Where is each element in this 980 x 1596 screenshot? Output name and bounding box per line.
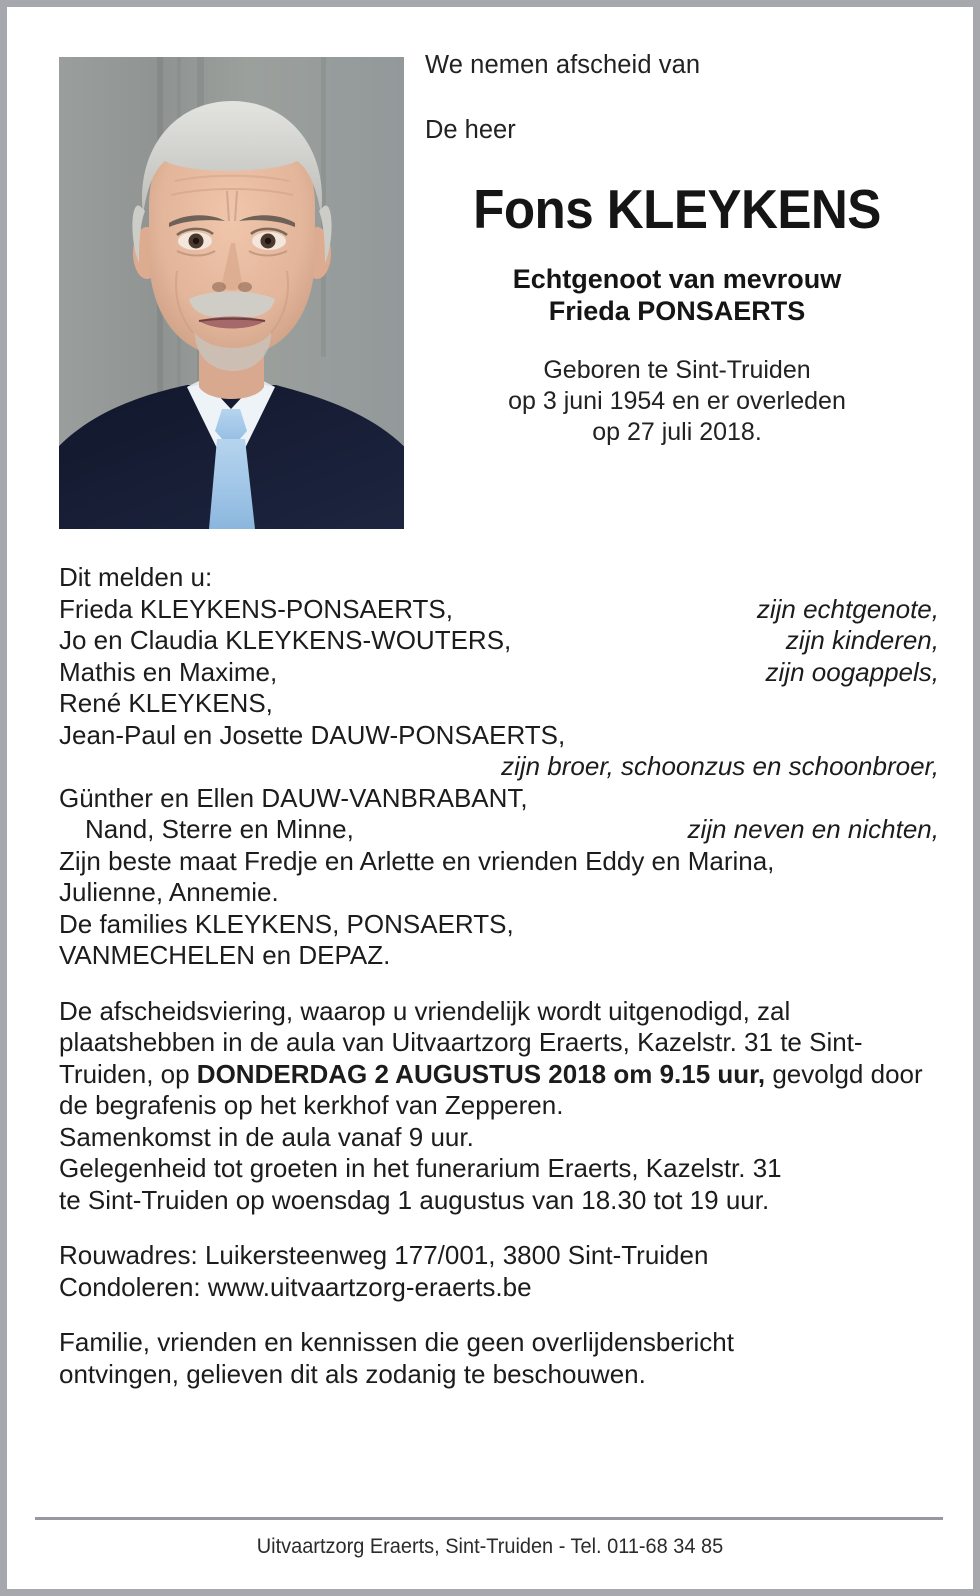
visiting-line-2: te Sint-Truiden op woensdag 1 augustus van 18.30 tot 19 uur. bbox=[59, 1184, 770, 1215]
spouse-label: Echtgenoot van mevrouw bbox=[512, 264, 842, 294]
closing-line-2: ontvingen, gelieven dit als zodanig te beschouwen. bbox=[59, 1358, 646, 1389]
families-line: De families KLEYKENS, PONSAERTS, bbox=[59, 908, 514, 939]
footer-divider bbox=[35, 1517, 943, 1520]
mourner-name: Günther en Ellen DAUW-VANBRABANT, bbox=[59, 782, 528, 813]
mourner-name: Mathis en Maxime, bbox=[59, 656, 278, 687]
ceremony-datetime: DONDERDAG 2 AUGUSTUS 2018 om 9.15 uur, bbox=[196, 1058, 766, 1089]
mourner-name: Nand, Sterre en Minne, bbox=[85, 814, 354, 844]
notice-header bbox=[7, 7, 973, 537]
spacer bbox=[59, 1303, 939, 1327]
ceremony-text-part1: De afscheidsviering, waarop u vriendelijk wordt uitgenodigd, zal plaatshebben in de aula van Uitvaartzorg Eraerts, Kazelstr. 31 te Sint-Truiden, op bbox=[59, 995, 863, 1089]
mourner-relation: zijn echtgenote, bbox=[756, 593, 939, 624]
header-text-column bbox=[417, 51, 937, 448]
funeral-home-footer: Uitvaartzorg Eraerts, Sint-Truiden - Tel. 011-68 34 85 bbox=[256, 1535, 724, 1558]
mourner-row bbox=[59, 720, 939, 752]
gathering-line: Samenkomst in de aula vanaf 9 uur. bbox=[59, 1121, 474, 1152]
mourner-row bbox=[59, 688, 939, 720]
death-date: op 27 juli 2018. bbox=[592, 418, 762, 446]
mourner-relation: zijn oogappels, bbox=[765, 656, 939, 687]
mourner-name: René KLEYKENS, bbox=[59, 688, 273, 718]
mourner-name: Frieda KLEYKENS-PONSAERTS, bbox=[59, 593, 453, 624]
portrait-illustration bbox=[59, 57, 404, 529]
mourner-row bbox=[59, 625, 939, 657]
announcement-heading: Dit melden u: bbox=[59, 562, 213, 592]
friends-line: Zijn beste maat Fredje en Arlette en vrienden Eddy en Marina, bbox=[59, 845, 775, 876]
farewell-intro: We nemen afscheid van bbox=[425, 51, 701, 79]
closing-line-1: Familie, vrienden en kennissen die geen overlijdensbericht bbox=[59, 1327, 734, 1357]
mourner-row bbox=[59, 814, 939, 846]
notice-body bbox=[59, 562, 939, 1390]
notice-inner bbox=[7, 7, 973, 1589]
spacer bbox=[59, 972, 939, 996]
mourner-name: Jean-Paul en Josette DAUW-PONSAERTS, bbox=[59, 719, 566, 750]
mourner-relation-standalone: zijn broer, schoonzus en schoonbroer, bbox=[501, 751, 939, 781]
visiting-line-1: Gelegenheid tot groeten in het funerarium Eraerts, Kazelstr. 31 bbox=[59, 1153, 782, 1183]
deceased-name: Fons KLEYKENS bbox=[473, 178, 881, 240]
condolences-link[interactable]: Condoleren: www.uitvaartzorg-eraerts.be bbox=[59, 1271, 532, 1302]
birth-death-block bbox=[417, 355, 937, 448]
friends-line: Julienne, Annemie. bbox=[59, 877, 279, 907]
birth-date: op 3 juni 1954 en er overleden bbox=[508, 387, 846, 415]
families-line: VANMECHELEN en DEPAZ. bbox=[59, 940, 391, 970]
spacer bbox=[59, 1216, 939, 1240]
ceremony-text-part2: gevolgd door de begrafenis op het kerkhof van Zepperen. bbox=[59, 1058, 923, 1120]
mourner-relation: zijn neven en nichten, bbox=[687, 814, 939, 844]
announcement-block bbox=[59, 562, 939, 972]
spouse-block bbox=[417, 263, 937, 327]
mourner-row bbox=[59, 594, 939, 626]
spouse-name: Frieda PONSAERTS bbox=[548, 296, 806, 326]
mourner-row bbox=[59, 657, 939, 689]
mourner-relation: zijn kinderen, bbox=[785, 625, 939, 655]
honorific: De heer bbox=[425, 116, 516, 144]
mourning-address: Rouwadres: Luikersteenweg 177/001, 3800 Sint-Truiden bbox=[59, 1240, 709, 1270]
mourner-name: Jo en Claudia KLEYKENS-WOUTERS, bbox=[59, 625, 512, 655]
ceremony-paragraph bbox=[59, 996, 939, 1122]
birth-place: Geboren te Sint-Truiden bbox=[543, 356, 811, 384]
mourner-row bbox=[59, 783, 939, 815]
portrait-photo bbox=[59, 57, 404, 529]
